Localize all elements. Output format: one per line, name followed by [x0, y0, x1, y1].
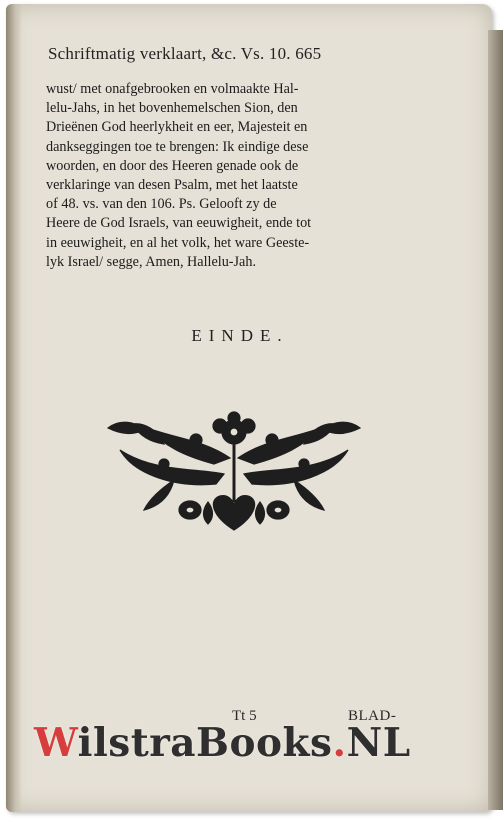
signature-mark: Tt 5: [232, 708, 257, 724]
floral-tailpiece-icon: [104, 410, 364, 532]
running-head: Schriftmatig verklaart, &c. Vs. 10. 665: [48, 44, 322, 63]
watermark-middle: ilstraBooks: [77, 720, 333, 766]
text-line: lelu-Jahs, in het bovenhemelschen Sion, den: [46, 100, 298, 117]
watermark-dot: .: [332, 720, 347, 766]
text-line: wust/ met onafgebrooken en volmaakte Hal-: [46, 81, 299, 97]
text-line: of 48. vs. van den 106. Ps. Gelooft zy de: [46, 196, 277, 213]
closing-heading: EINDE.: [191, 326, 289, 345]
watermark-suffix: NL: [346, 720, 411, 766]
page-edge: [488, 30, 503, 810]
text-line: verklaringe van desen Psalm, met het laatste: [46, 176, 298, 193]
watermark: [34, 720, 411, 766]
text-line: woorden, en door des Heeren genade ook de: [46, 157, 299, 174]
text-line: Heere de God Israels, van eeuwigheit, ende tot: [46, 215, 312, 232]
watermark-first-letter: W: [34, 720, 78, 766]
text-line: lyk Israel/ segge, Amen, Hallelu-Jah.: [46, 253, 256, 270]
page-gutter: [6, 4, 22, 812]
body-text: [46, 80, 466, 272]
catchword: BLAD-: [348, 708, 397, 724]
text-line: Drieënen God heerlykheit en eer, Majesteit en: [46, 119, 308, 136]
text-line: in eeuwigheit, en al het volk, het ware Geeste-: [46, 234, 310, 251]
text-line: dankseggingen toe te brengen: Ik eindige dese: [46, 138, 309, 155]
